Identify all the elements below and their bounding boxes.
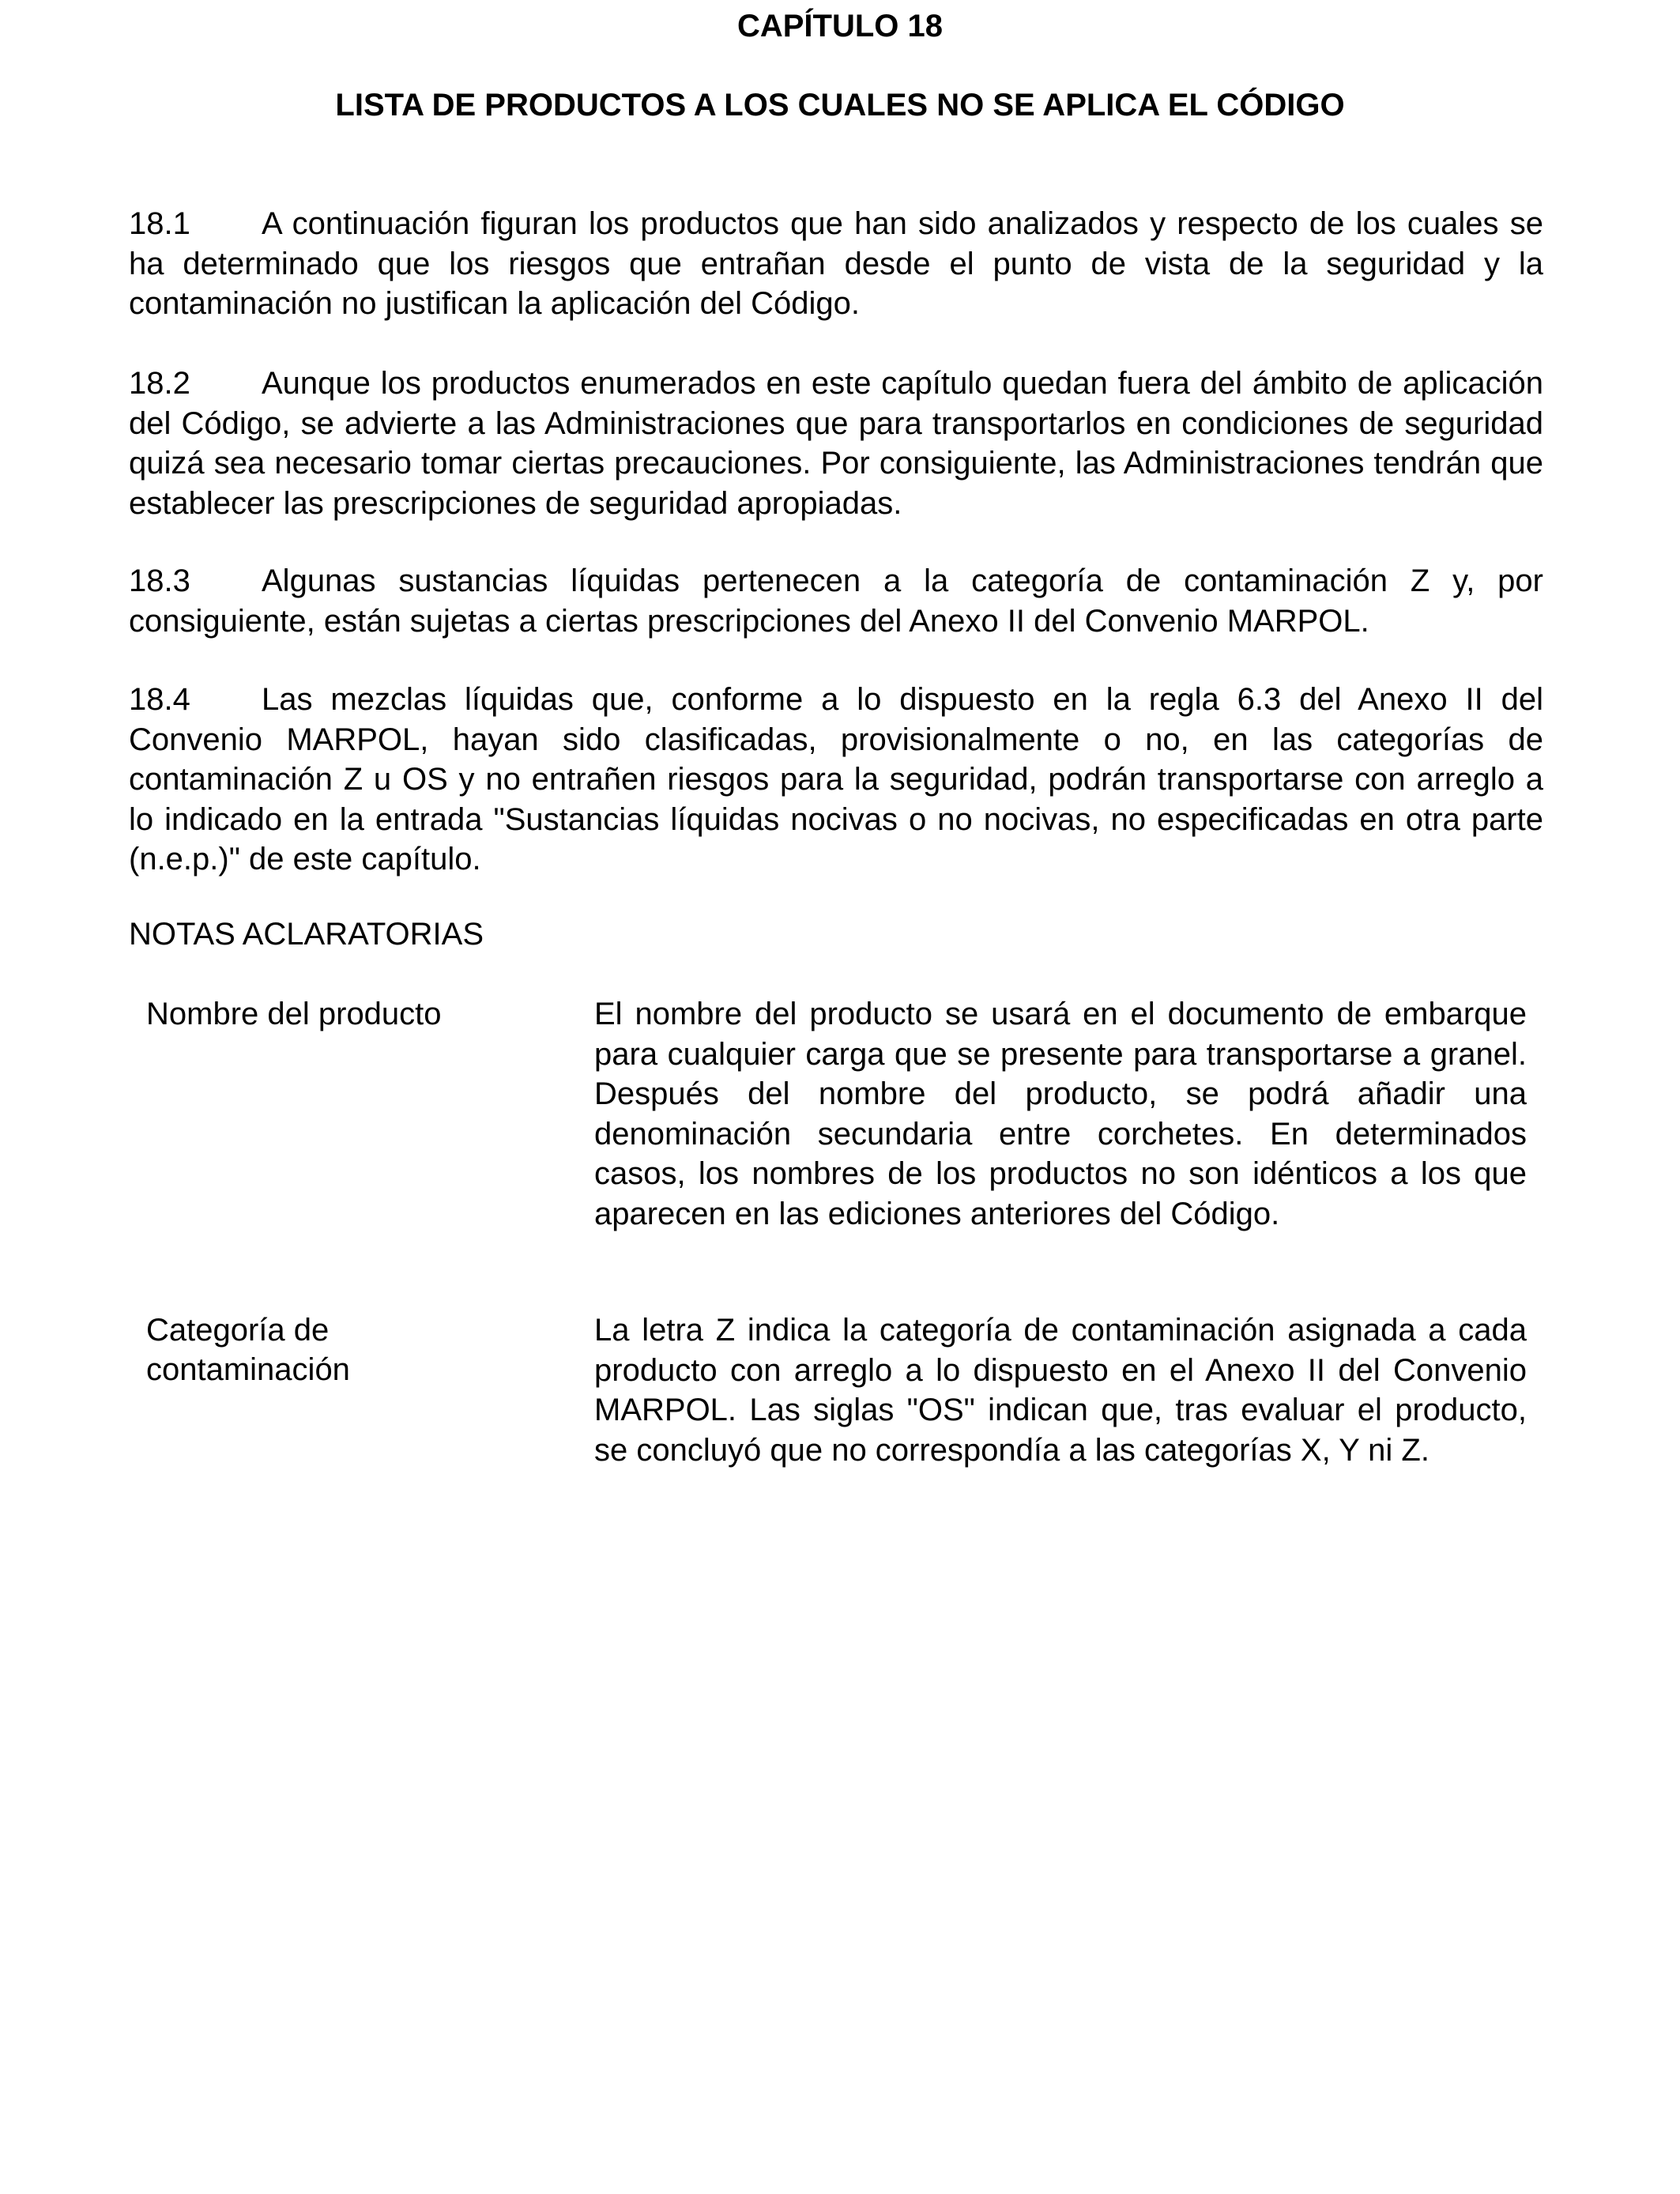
chapter-title: CAPÍTULO 18 <box>736 9 944 43</box>
paragraph-number: 18.4 <box>129 682 190 717</box>
notes-heading: NOTAS ACLARATORIAS <box>129 917 484 952</box>
paragraph-number: 18.2 <box>129 366 190 401</box>
paragraph-text: Las mezclas líquidas que, conforme a lo dispuesto en la regla 6.3 del Anexo II del Convenio MARPOL, hayan sido clasificadas, provisionalmente o no, en las categorías de contaminación Z u OS y no entrañen riesgos para la seguridad, podrán transportarse con arreglo a lo indicado en la entrada "Sustancias líquidas nocivas o no nocivas, no especificadas en otra parte (n.e.p.)" de este capítulo. <box>129 682 1543 876</box>
paragraph-number: 18.1 <box>129 206 190 241</box>
paragraph-text: A continuación figuran los productos que han sido analizados y respecto de los cuales se ha determinado que los riesgos que entrañan desde el punto de vista de la seguridad y la contaminación no justifican la aplicación del Código. <box>129 206 1543 321</box>
paragraph-18-3 <box>129 561 1543 641</box>
paragraph-number: 18.3 <box>129 564 190 598</box>
note-term-product-name: Nombre del producto <box>146 997 442 1031</box>
note-definition-product-name: El nombre del producto se usará en el documento de embarque para cualquier carga que se presente para transportarse a granel. Después del nombre del producto, se podrá añadir una denominación secundaria entre corchetes. En determinados casos, los nombres de los productos no son idénticos a los que aparecen en las ediciones anteriores del Código. <box>594 997 1527 1231</box>
chapter-subtitle: LISTA DE PRODUCTOS A LOS CUALES NO SE APLICA EL CÓDIGO <box>335 88 1345 123</box>
note-term-pollution-category: Categoría de contaminación <box>146 1313 350 1387</box>
paragraph-text: Algunas sustancias líquidas pertenecen a la categoría de contaminación Z y, por consiguiente, están sujetas a ciertas prescripciones del Anexo II del Convenio MARPOL. <box>129 564 1543 639</box>
paragraph-text: Aunque los productos enumerados en este capítulo quedan fuera del ámbito de aplicación del Código, se advierte a las Administraciones que para transportarlos en condiciones de seguridad quizá sea necesario tomar ciertas precauciones. Por consiguiente, las Administraciones tendrán que establecer las prescripciones de seguridad apropiadas. <box>129 366 1543 521</box>
note-definition-pollution-category: La letra Z indica la categoría de contaminación asignada a cada producto con arreglo a lo dispuesto en el Anexo II del Convenio MARPOL. Las siglas "OS" indican que, tras evaluar el producto, se concluyó que no correspondía a las categorías X, Y ni Z. <box>594 1313 1527 1468</box>
paragraph-18-4 <box>129 680 1543 880</box>
paragraph-18-1 <box>129 204 1543 324</box>
paragraph-18-2 <box>129 364 1543 523</box>
